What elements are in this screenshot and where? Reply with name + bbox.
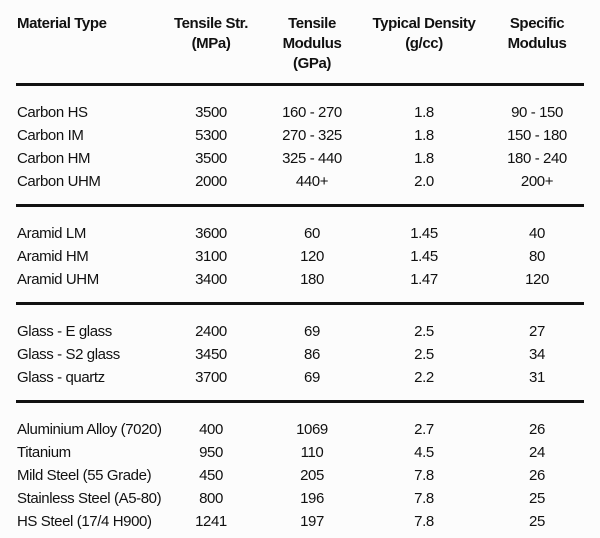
value-cell: 325 - 440 xyxy=(282,150,342,167)
value-cell: 2.5 xyxy=(414,323,434,340)
value-cell: 400 xyxy=(199,421,223,438)
table-row xyxy=(16,245,584,268)
value-cell: 1.8 xyxy=(414,127,434,144)
material-name-cell: Stainless Steel (A5-80) xyxy=(17,490,162,507)
value-cell: 800 xyxy=(199,490,223,507)
value-cell: 180 - 240 xyxy=(507,150,567,167)
value-cell: 34 xyxy=(529,346,545,363)
value-cell: 450 xyxy=(199,467,223,484)
table-row xyxy=(16,147,584,170)
value-cell: 200+ xyxy=(520,173,554,190)
value-cell: 3700 xyxy=(195,369,227,386)
column-header-specific-modulus xyxy=(490,14,584,74)
column-header-label: Material Type xyxy=(17,15,107,32)
material-name-cell: Glass - S2 glass xyxy=(17,346,120,363)
column-header-typical-density xyxy=(358,14,490,74)
material-name-cell: Aramid HM xyxy=(17,248,89,265)
value-cell: 60 xyxy=(304,225,320,242)
value-cell: 25 xyxy=(529,513,545,530)
column-header-tensile-strength xyxy=(156,14,266,74)
table-row xyxy=(16,170,584,193)
material-name-cell: HS Steel (17/4 H900) xyxy=(17,513,152,530)
table-group-aramid xyxy=(16,207,584,305)
table-row xyxy=(16,464,584,487)
value-cell: 40 xyxy=(529,225,545,242)
value-cell: 3500 xyxy=(195,150,227,167)
column-header-label: Specific xyxy=(509,15,565,32)
table-row xyxy=(16,418,584,441)
value-cell: 120 xyxy=(525,271,549,288)
value-cell: 150 - 180 xyxy=(507,127,567,144)
material-name-cell: Titanium xyxy=(17,444,71,461)
value-cell: 3600 xyxy=(195,225,227,242)
table-group-metals xyxy=(16,403,584,538)
material-name-cell: Glass - E glass xyxy=(17,323,112,340)
value-cell: 24 xyxy=(529,444,545,461)
value-cell: 26 xyxy=(529,421,545,438)
value-cell: 4.5 xyxy=(414,444,434,461)
table-row xyxy=(16,366,584,389)
table-row xyxy=(16,222,584,245)
value-cell: 1.47 xyxy=(410,271,438,288)
material-name-cell: Mild Steel (55 Grade) xyxy=(17,467,152,484)
value-cell: 86 xyxy=(304,346,320,363)
column-header-unit: Modulus xyxy=(507,35,567,52)
value-cell: 69 xyxy=(304,323,320,340)
column-header-label: Typical Density xyxy=(372,15,476,32)
material-properties-table xyxy=(16,0,584,538)
table-group-glass xyxy=(16,305,584,403)
value-cell: 26 xyxy=(529,467,545,484)
material-name-cell: Carbon HM xyxy=(17,150,91,167)
value-cell: 440+ xyxy=(295,173,329,190)
value-cell: 1241 xyxy=(195,513,227,530)
material-name-cell: Glass - quartz xyxy=(17,369,105,386)
value-cell: 3100 xyxy=(195,248,227,265)
value-cell: 120 xyxy=(300,248,324,265)
material-name-cell: Carbon HS xyxy=(17,104,88,121)
value-cell: 950 xyxy=(199,444,223,461)
column-header-unit: (g/cc) xyxy=(405,35,443,52)
value-cell: 196 xyxy=(300,490,324,507)
value-cell: 2000 xyxy=(195,173,227,190)
table-header-row xyxy=(16,0,584,86)
table-row xyxy=(16,487,584,510)
material-name-cell: Aramid LM xyxy=(17,225,86,242)
material-name-cell: Aramid UHM xyxy=(17,271,99,288)
value-cell: 31 xyxy=(529,369,545,386)
table-row xyxy=(16,268,584,291)
table-row xyxy=(16,343,584,366)
value-cell: 90 - 150 xyxy=(511,104,563,121)
value-cell: 7.8 xyxy=(414,490,434,507)
value-cell: 2.5 xyxy=(414,346,434,363)
column-header-label: Tensile Modulus xyxy=(282,15,342,52)
column-header-tensile-modulus xyxy=(266,14,358,74)
value-cell: 1.8 xyxy=(414,150,434,167)
table-row xyxy=(16,441,584,464)
value-cell: 69 xyxy=(304,369,320,386)
value-cell: 160 - 270 xyxy=(282,104,342,121)
value-cell: 1.8 xyxy=(414,104,434,121)
value-cell: 197 xyxy=(300,513,324,530)
material-name-cell: Carbon UHM xyxy=(17,173,101,190)
value-cell: 2400 xyxy=(195,323,227,340)
value-cell: 80 xyxy=(529,248,545,265)
value-cell: 1069 xyxy=(296,421,328,438)
value-cell: 180 xyxy=(300,271,324,288)
table-group-carbon xyxy=(16,86,584,207)
value-cell: 3450 xyxy=(195,346,227,363)
table-row xyxy=(16,510,584,533)
value-cell: 110 xyxy=(300,444,324,461)
value-cell: 2.7 xyxy=(414,421,434,438)
value-cell: 27 xyxy=(529,323,545,340)
value-cell: 1.45 xyxy=(410,225,438,242)
material-name-cell: Carbon IM xyxy=(17,127,84,144)
table-row xyxy=(16,101,584,124)
value-cell: 7.8 xyxy=(414,467,434,484)
value-cell: 2.2 xyxy=(414,369,434,386)
value-cell: 25 xyxy=(529,490,545,507)
column-header-material-type xyxy=(16,14,156,74)
value-cell: 2.0 xyxy=(414,173,434,190)
value-cell: 5300 xyxy=(195,127,227,144)
material-name-cell: Aluminium Alloy (7020) xyxy=(17,421,162,438)
value-cell: 3500 xyxy=(195,104,227,121)
value-cell: 1.45 xyxy=(410,248,438,265)
table-row xyxy=(16,124,584,147)
column-header-unit: (MPa) xyxy=(191,35,231,52)
value-cell: 7.8 xyxy=(414,513,434,530)
value-cell: 205 xyxy=(300,467,324,484)
table-row xyxy=(16,320,584,343)
column-header-unit: (GPa) xyxy=(292,55,331,72)
value-cell: 3400 xyxy=(195,271,227,288)
column-header-label: Tensile Str. xyxy=(173,15,249,32)
value-cell: 270 - 325 xyxy=(282,127,342,144)
